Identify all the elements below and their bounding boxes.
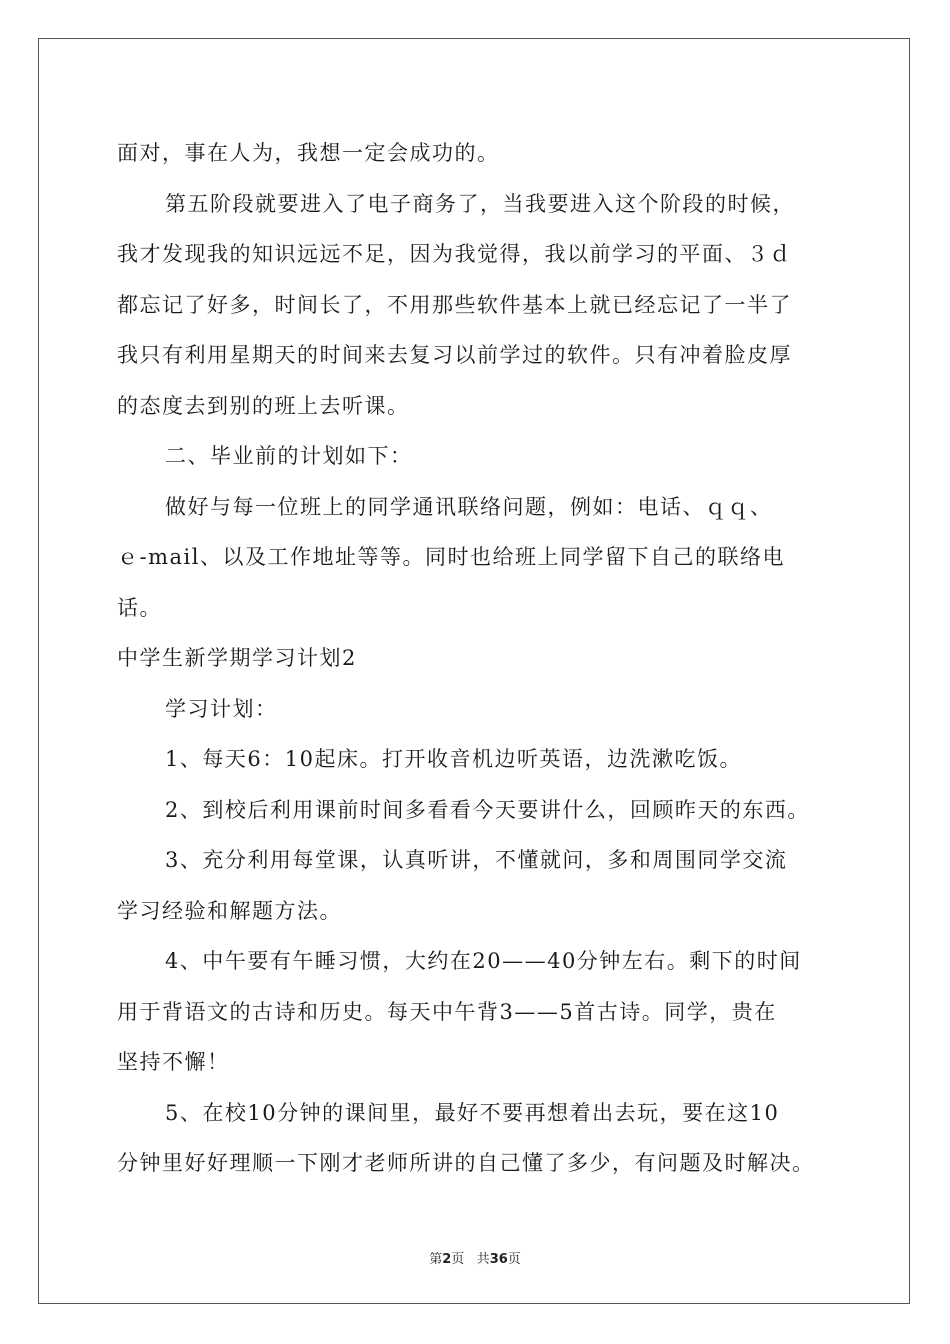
page-footer	[0, 1248, 950, 1267]
document-body	[117, 128, 842, 1189]
text-line: 都忘记了好多，时间长了，不用那些软件基本上就已经忘记了一半了	[117, 292, 792, 317]
text-line: 坚持不懈！	[117, 1050, 230, 1074]
list-item: 5、在校10分钟的课间里，最好不要再想着出去玩，要在这10	[165, 1100, 780, 1125]
text-line: 话。	[117, 595, 162, 620]
page-prefix: 第	[429, 1252, 443, 1267]
article-title: 中学生新学期学习计划2	[117, 646, 357, 670]
text-line: 的态度去到别的班上去听课。	[117, 393, 410, 418]
text-line: 做好与每一位班上的同学通讯联络问题，例如：电话、ｑｑ、	[165, 494, 773, 519]
list-item: 1、每天6：10起床。打开收音机边听英语，边洗漱吃饭。	[165, 747, 742, 771]
text-line: 用于背语文的古诗和历史。每天中午背3——5首古诗。同学，贵在	[117, 999, 777, 1024]
total-pages: 36	[489, 1252, 508, 1267]
total-unit: 页	[507, 1252, 521, 1267]
list-item: 4、中午要有午睡习惯，大约在20——40分钟左右。剩下的时间	[165, 949, 802, 973]
text-line: 第五阶段就要进入了电子商务了，当我要进入这个阶段的时候，	[165, 191, 795, 216]
page-number: 2	[442, 1252, 452, 1267]
page-unit: 页	[451, 1252, 465, 1267]
text-line: 我才发现我的知识远远不足，因为我觉得，我以前学习的平面、３ｄ	[117, 242, 792, 266]
total-prefix: 共	[476, 1252, 490, 1267]
text-line: 学习经验和解题方法。	[117, 898, 342, 923]
section-heading: 二、毕业前的计划如下：	[165, 444, 413, 468]
text-line: 我只有利用星期天的时间来去复习以前学过的软件。只有冲着脸皮厚	[117, 343, 792, 367]
text-line: 分钟里好好理顺一下刚才老师所讲的自己懂了多少，有问题及时解决。	[117, 1151, 815, 1175]
text-line: 面对，事在人为，我想一定会成功的。	[117, 141, 500, 165]
subheading: 学习计划：	[165, 696, 278, 721]
list-item: 2、到校后利用课前时间多看看今天要讲什么，回顾昨天的东西。	[165, 797, 810, 822]
text-line: ｅ-mail、以及工作地址等等。同时也给班上同学留下自己的联络电	[117, 545, 785, 569]
list-item: 3、充分利用每堂课，认真听讲，不懂就问，多和周围同学交流	[165, 848, 788, 872]
